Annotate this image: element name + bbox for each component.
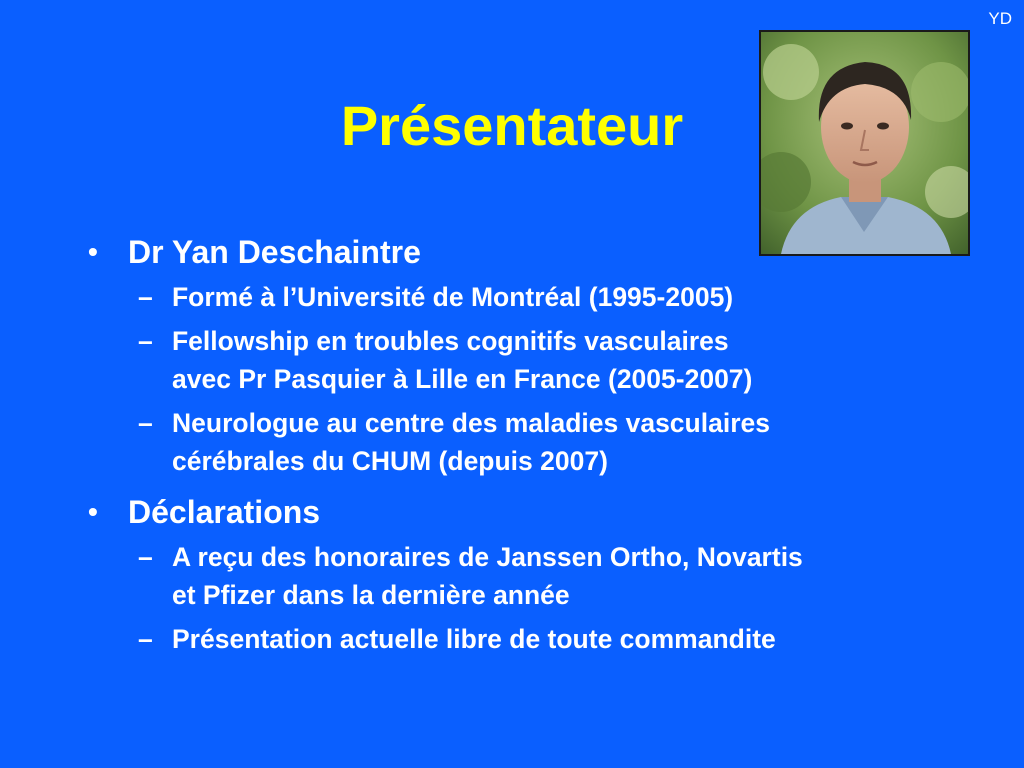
bullet-declarations [86, 490, 996, 534]
sub-bullet-line: et Pfizer dans la dernière année [172, 580, 570, 610]
sub-bullet-line: cérébrales du CHUM (depuis 2007) [172, 446, 608, 476]
sub-bullet-line: Présentation actuelle libre de toute commandite [172, 624, 776, 654]
bullet-presenter-name [86, 230, 996, 274]
sub-bullet-position [86, 404, 996, 480]
dash-marker: – [138, 282, 153, 312]
dash-marker: – [138, 408, 153, 438]
bullet-marker: • [88, 236, 98, 267]
slide-title: Présentateur [340, 94, 684, 157]
presenter-photo [759, 30, 970, 256]
bullet-text: Déclarations [128, 494, 321, 530]
bullet-marker: • [88, 496, 98, 527]
dash-marker: – [138, 542, 153, 572]
corner-label: YD [988, 9, 1012, 28]
sub-bullet-line: avec Pr Pasquier à Lille en France (2005-2007) [172, 364, 753, 394]
sub-bullet-line: A reçu des honoraires de Janssen Ortho, Novartis [172, 542, 803, 572]
sub-bullet-no-sponsorship [86, 620, 996, 658]
sub-bullet-fellowship [86, 322, 996, 398]
sub-bullet-line: Formé à l’Université de Montréal (1995-2005) [172, 282, 734, 312]
bullet-text: Dr Yan Deschaintre [128, 234, 421, 270]
dash-marker: – [138, 624, 153, 654]
sub-bullet-line: Neurologue au centre des maladies vasculaires [172, 408, 770, 438]
sub-bullet-line: Fellowship en troubles cognitifs vasculaires [172, 326, 729, 356]
dash-marker: – [138, 326, 153, 356]
presenter-portrait-image [761, 32, 968, 254]
sub-bullet-honoraria [86, 538, 996, 614]
sub-bullet-education [86, 278, 996, 316]
slide-content [86, 230, 996, 658]
